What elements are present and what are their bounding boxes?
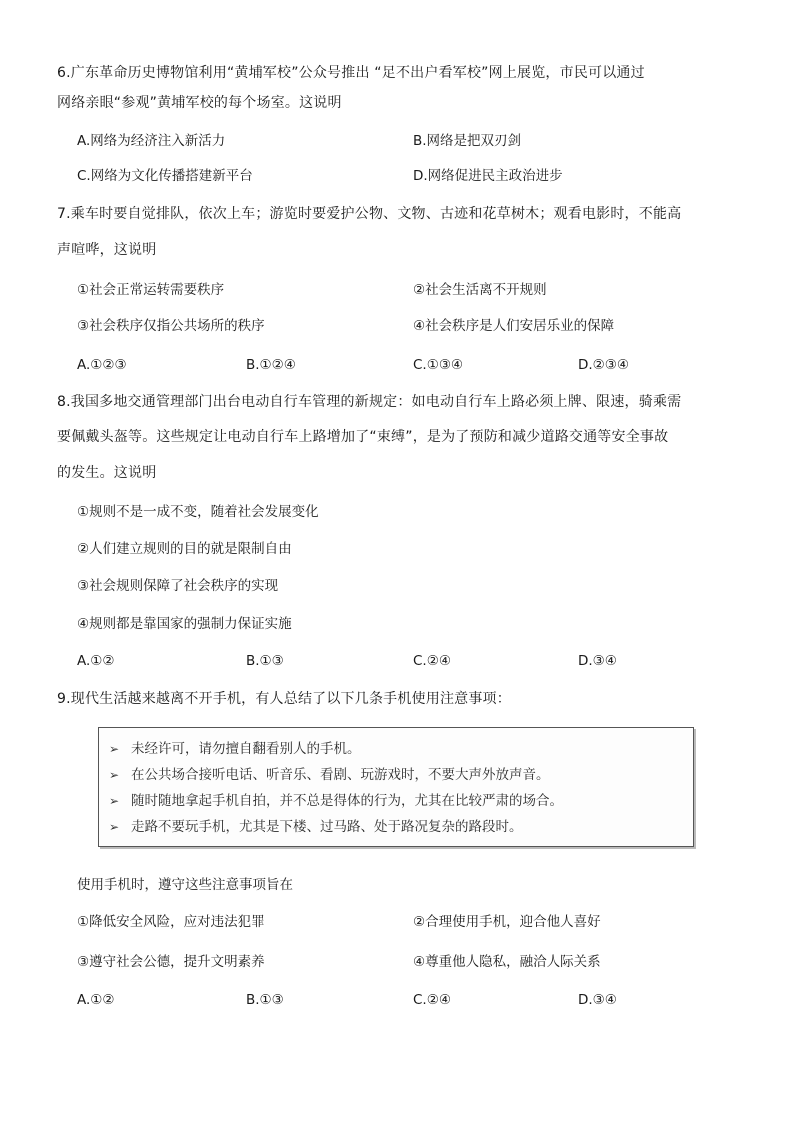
notice-text: 在公共场合接听电话、听音乐、看剧、玩游戏时，不要大声外放声音。 [131, 767, 550, 783]
notice-text: 走路不要玩手机，尤其是下楼、过马路、处于路况复杂的路段时。 [131, 819, 523, 835]
q8-option-c: C.②④ [413, 653, 451, 669]
q8-stem-line1: 8.我国多地交通管理部门出台电动自行车管理的新规定：如电动自行车上路必须上牌、限速，骑乘需 [57, 394, 682, 410]
q9-statement-2: ②合理使用手机，迎合他人喜好 [413, 914, 601, 930]
notice-text: 未经许可，请勿擅自翻看别人的手机。 [131, 741, 361, 757]
q8-statement-2: ②人们建立规则的目的就是限制自由 [77, 541, 292, 557]
q9-option-d: D.③④ [578, 992, 617, 1008]
q8-stem-line3: 的发生。这说明 [57, 465, 157, 481]
q6-stem-line1: 6.广东革命历史博物馆利用“黄埔军校”公众号推出 “足不出户看军校”网上展览，市民可以通过 [57, 65, 645, 81]
q7-stem-line2: 声喧哗，这说明 [57, 242, 157, 258]
q9-stem-line1: 9.现代生活越来越离不开手机，有人总结了以下几条手机使用注意事项： [57, 691, 511, 707]
q7-statement-1: ①社会正常运转需要秩序 [77, 282, 225, 298]
q9-option-a: A.①② [77, 992, 115, 1008]
phone-etiquette-notice-box [98, 727, 694, 847]
notice-item [109, 765, 550, 785]
q9-question-stem: 使用手机时，遵守这些注意事项旨在 [77, 877, 293, 893]
q6-option-c: C.网络为文化传播搭建新平台 [77, 168, 253, 184]
q7-statement-3: ③社会秩序仅指公共场所的秩序 [77, 318, 265, 334]
q9-option-b: B.①③ [246, 992, 284, 1008]
q7-option-d: D.②③④ [578, 357, 629, 373]
arrow-bullet-icon: ➢ [109, 820, 120, 834]
q9-statement-1: ①降低安全风险，应对违法犯罪 [77, 914, 265, 930]
notice-text: 随时随地拿起手机自拍，并不总是得体的行为，尤其在比较严肃的场合。 [131, 793, 563, 809]
q8-option-b: B.①③ [246, 653, 284, 669]
q7-stem-line1: 7.乘车时要自觉排队，依次上车；游览时要爱护公物、文物、古迹和花草树木；观看电影时，不能高 [57, 206, 682, 222]
q7-option-b: B.①②④ [246, 357, 296, 373]
q7-statement-4: ④社会秩序是人们安居乐业的保障 [413, 318, 615, 334]
arrow-bullet-icon: ➢ [109, 742, 120, 756]
q6-option-b: B.网络是把双刃剑 [413, 133, 522, 149]
q7-option-a: A.①②③ [77, 357, 127, 373]
q6-option-a: A.网络为经济注入新活力 [77, 133, 226, 149]
notice-item [109, 817, 523, 837]
arrow-bullet-icon: ➢ [109, 794, 120, 808]
notice-item [109, 739, 361, 759]
q8-statement-3: ③社会规则保障了社会秩序的实现 [77, 578, 279, 594]
q6-option-d: D.网络促进民主政治进步 [413, 168, 563, 184]
q7-statement-2: ②社会生活离不开规则 [413, 282, 547, 298]
q9-statement-3: ③遵守社会公德，提升文明素养 [77, 954, 265, 970]
q8-statement-1: ①规则不是一成不变，随着社会发展变化 [77, 504, 319, 520]
q6-stem-line2: 网络亲眼“参观”黄埔军校的每个场室。这说明 [57, 95, 342, 111]
q7-option-c: C.①③④ [413, 357, 464, 373]
q8-stem-line2: 要佩戴头盔等。这些规定让电动自行车上路增加了“束缚”，是为了预防和减少道路交通等安全事故 [57, 429, 669, 445]
q8-statement-4: ④规则都是靠国家的强制力保证实施 [77, 616, 292, 632]
q8-option-a: A.①② [77, 653, 115, 669]
arrow-bullet-icon: ➢ [109, 768, 120, 782]
q9-option-c: C.②④ [413, 992, 451, 1008]
q9-statement-4: ④尊重他人隐私，融洽人际关系 [413, 954, 601, 970]
q8-option-d: D.③④ [578, 653, 617, 669]
notice-item [109, 791, 563, 811]
